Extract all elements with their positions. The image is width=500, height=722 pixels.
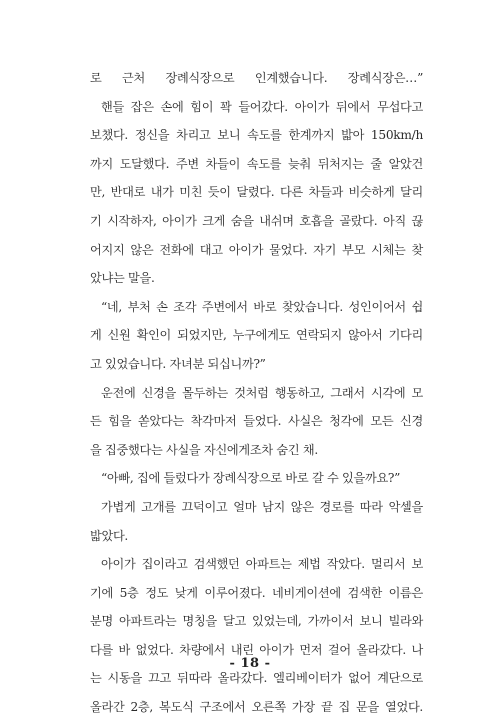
text-line: 을 집중했다는 사실을 자신에게조차 숨긴 채. (90, 442, 318, 457)
text-line: 가볍게 고개를 끄덕이고 얼마 남지 않은 경로를 따라 악셀을 (101, 499, 423, 514)
text-line: 어지지 않은 전화에 대고 아이가 물었다. 자기 부모 시체는 찾 (90, 242, 423, 257)
text-line: “네, 부처 손 조각 주변에서 바로 찾았습니다. 성인이어서 쉽 (101, 299, 423, 314)
text-line: 보챘다. 정신을 차리고 보니 속도를 한계까지 밟아 150km/h (90, 128, 423, 143)
text-line: 았냐는 말을. (90, 271, 155, 286)
text-line: 까지 도달했다. 주변 차들이 속도를 늦춰 뒤처지는 줄 알았건 (90, 156, 423, 171)
text-line: 다를 바 없었다. 차량에서 내린 아이가 먼저 걸어 올라갔다. 나 (90, 642, 423, 657)
body-text (90, 64, 423, 722)
text-line: 로 근처 장례식장으로 인계했습니다. 장례식장은…” (90, 71, 423, 85)
text-line: 기에 5층 정도 낮게 이루어졌다. 네비게이션에 검색한 이름은 (90, 585, 423, 600)
text-line: 운전에 신경을 몰두하는 것처럼 행동하고, 그래서 시각에 모 (101, 385, 423, 400)
text-line: 아이가 집이라고 검색했던 아파트는 제법 작았다. 멀리서 보 (101, 557, 423, 572)
page-number: - 18 - (229, 656, 271, 671)
text-line: 기 시작하자, 아이가 크게 숨을 내쉬며 호흡을 골랐다. 아직 끊 (90, 213, 423, 228)
text-line: “아빠, 집에 들렀다가 장례식장으로 바로 갈 수 있을까요?” (101, 471, 401, 486)
text-line: 분명 아파트라는 명칭을 달고 있었는데, 가까이서 보니 빌라와 (90, 614, 423, 629)
text-line: 만, 반대로 내가 미친 듯이 달렸다. 다른 차들과 비슷하게 달리 (90, 185, 423, 200)
text-line: 든 힘을 쏟았다는 착각마저 들었다. 사실은 청각에 모든 신경 (90, 414, 423, 429)
text-line: 밟았다. (90, 528, 128, 543)
text-line: 핸들 잡은 손에 힘이 꽉 들어갔다. 아이가 뒤에서 무섭다고 (101, 99, 423, 114)
text-line: 게 신원 확인이 되었지만, 누구에게도 연락되지 않아서 기다리 (90, 328, 423, 343)
text-line: 고 있었습니다. 자녀분 되십니까?” (90, 356, 266, 371)
text-line: 올라간 2층, 복도식 구조에서 오른쪽 가장 끝 집 문을 열었다. (90, 700, 423, 715)
text-line: 는 시동을 끄고 뒤따라 올라갔다. 엘리베이터가 없어 계단으로 (90, 671, 423, 686)
